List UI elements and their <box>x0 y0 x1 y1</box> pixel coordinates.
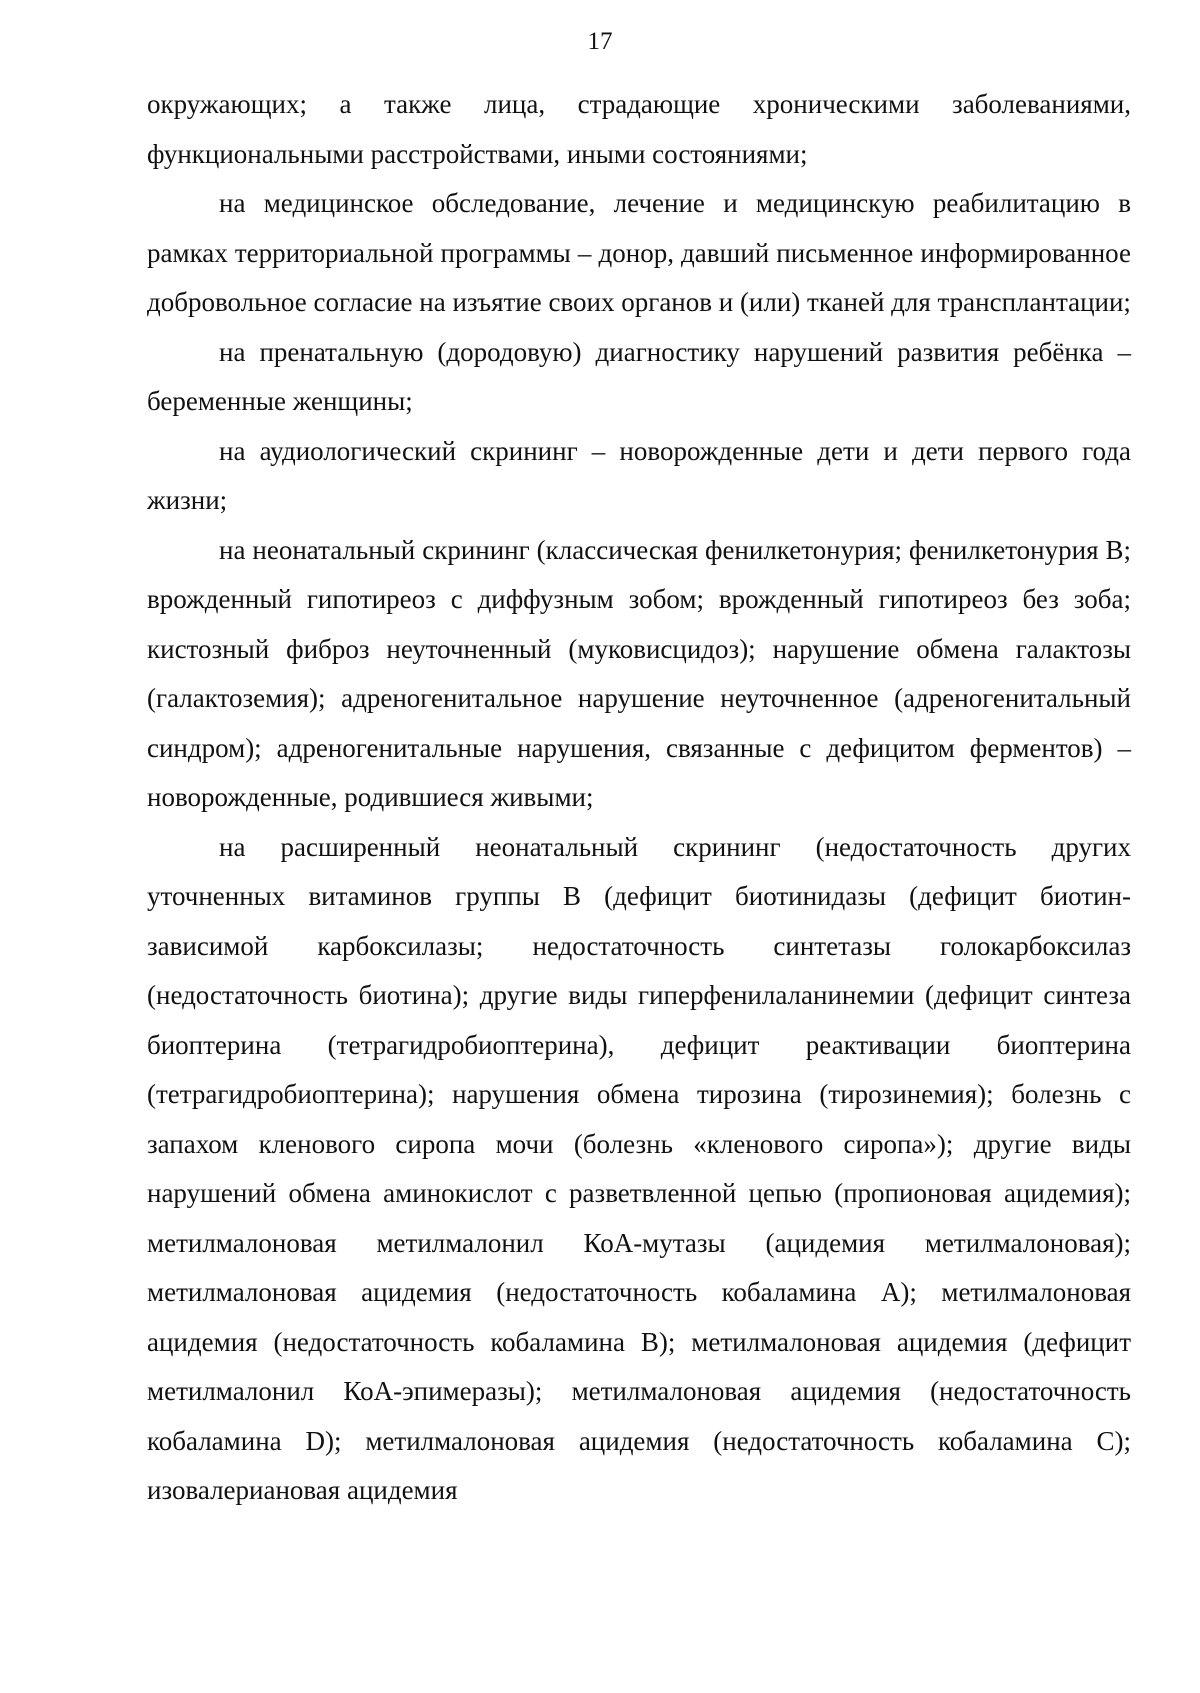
body-text <box>147 80 1131 1516</box>
paragraph-neonatal-screening: на неонатальный скрининг (классическая фенилкетонурия; фенилкетонурия В; врожденный гипотиреоз с диффузным зобом; врожденный гипотиреоз без зоба; кистозный фиброз неуточненный (муковисцидоз); нарушение обмена галактозы (галактоземия); адреногенитальное нарушение неуточненное (адреногенитальный синдром); адреногенитальные нарушения, связанные с дефицитом ферментов) – новорожденные, родившиеся живыми; <box>147 534 1131 812</box>
paragraph-continuation: окружающих; а также лица, страдающие хроническими заболеваниями, функциональными расстройствами, иными состояниями; <box>147 89 1131 169</box>
paragraph-audiological-screening: на аудиологический скрининг – новорожденные дети и дети первого года жизни; <box>147 435 1131 515</box>
page-number: 17 <box>587 28 613 55</box>
paragraph-donor: на медицинское обследование, лечение и медицинскую реабилитацию в рамках территориальной программы – донор, давший письменное информированное добровольное согласие на изъятие своих органов и (или) тканей для трансплантации; <box>147 188 1131 317</box>
paragraph-extended-neonatal-screening: на расширенный неонатальный скрининг (недостаточность других уточненных витаминов группы В (дефицит биотинидазы (дефицит биотин-зависимой карбоксилазы; недостаточность синтетазы голокарбоксилаз (недостаточность биотина); другие виды гиперфенилаланинемии (дефицит синтеза биоптерина (тетрагидробиоптерина), дефицит реактивации биоптерина (тетрагидробиоптерина); нарушения обмена тирозина (тирозинемия); болезнь с запахом кленового сиропа мочи (болезнь «кленового сиропа»); другие виды нарушений обмена аминокислот с разветвленной цепью (пропионовая ацидемия); метилмалоновая метилмалонил КоА-мутазы (ацидемия метилмалоновая); метилмалоновая ацидемия (недостаточность кобаламина А); метилмалоновая ацидемия (недостаточность кобаламина В); метилмалоновая ацидемия (дефицит метилмалонил КоА-эпимеразы); метилмалоновая ацидемия (недостаточность кобаламина D); метилмалоновая ацидемия (недостаточность кобаламина С); изовалериановая ацидемия <box>147 831 1131 1505</box>
paragraph-prenatal-diagnostics: на пренатальную (дородовую) диагностику нарушений развития ребёнка – беременные женщины; <box>147 336 1131 416</box>
